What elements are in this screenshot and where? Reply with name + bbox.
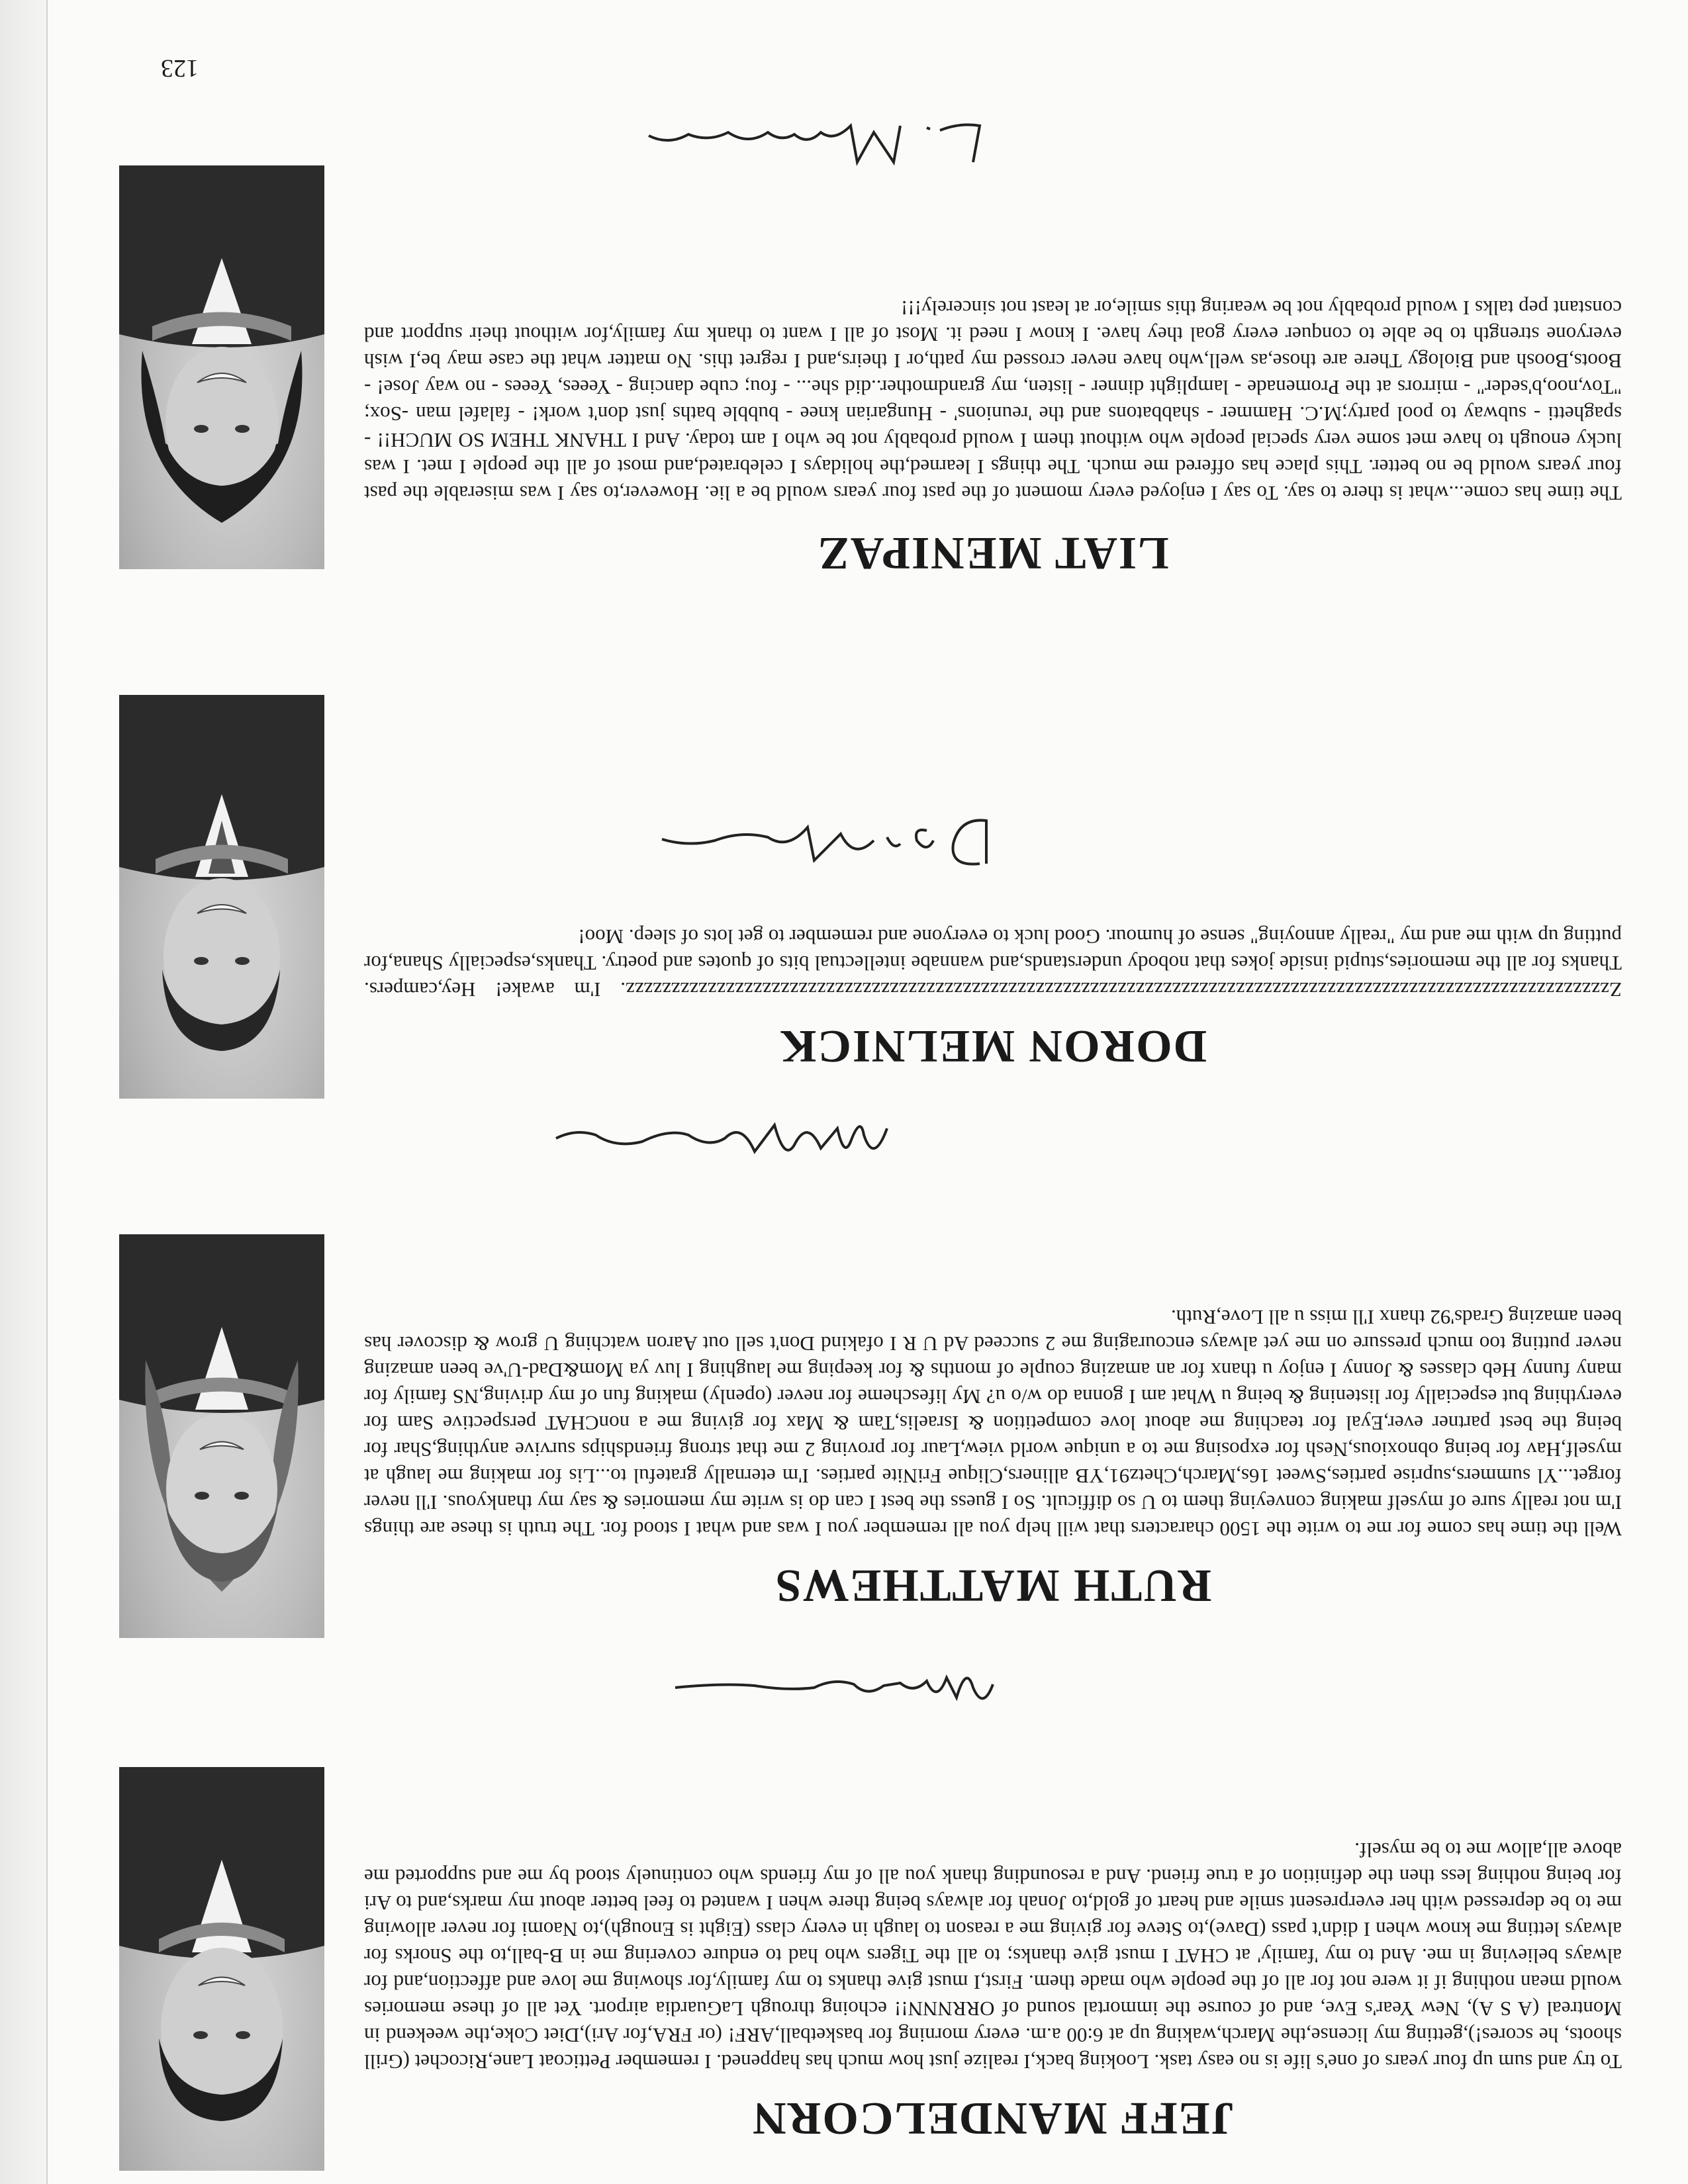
student-name: LIAT MENIPAZ <box>817 527 1169 578</box>
student-bio: The time has come...what is there to say. To say I enjoyed every moment of the past four years would be a lie. However,to say I was miserable the past four years would be no better. This place has offered me much. The things I learned,the holidays I celebrated,and most of all the people I met. I was lucky enough to have met some very special people who without them I would probably not be who I am today. And I THANK THEM SO MUCH!! -spaghetti - subway to pool party;M.C. Hammer - shabbatons and the 'reunions' - Hungarian knee - bubble baths just don't work! - falafel man -Sox; "Tov,noo,b'seder" - mirrors at the Promenade - lamplight dinner - listen, my grandmother..did she... - fou; cube dancing - Yeees, Yeees - no way Jose! - Boots,Boosh and Biology There are those,as well,who have never crossed my path,or I theirs,and I regret this. No matter what the case may be,I wish everyone strength to be able to conquer every goal they have. I know I need it. Most of all I want to thank my family,for without their support and constant pep talks I would probably not be wearing this smile,or at least not sincerely!!! <box>364 296 1622 505</box>
student-photo <box>119 695 324 1099</box>
student-photo <box>119 165 324 569</box>
scan-edge-line <box>46 0 48 2184</box>
student-name: DORON MELNICK <box>778 1021 1207 1071</box>
student-signature <box>635 1651 1006 1724</box>
student-bio: Well the time has come for me to write the 1500 characters that will help you all remember you I was and what I stood for. The truth is these are things I'm not really sure of myself making conveying them to U so difficult. So I guess the best I can do is write my memories & say my thankyous. I'll never forget...Yl summers,suprise parties,Sweet 16s,March,Chetz91,YB alliners,Clique FriNite parties. I'm eternally grateful to...Lis for making me laugh at myself,Hav for being obnoxious,Nesh for exposing me to a unique world view,Laur for proving 2 me that strong friendships survive anything,Shar for being the best partner ever,Eyal for teaching me about love competition & Israelis,Tam & Max for giving me a nonCHAT perspective Sam for everything but especially for listening & being u What am I gonna do w/o u? My lifescheme for never (openly) making fun of my driving,NS family for many funny Heb classes & Jonny I enjoy u thanx for an amazing couple of months & for keeping me laughing I luv ya Mom&Dad-U've been amazing never putting too much pressure on me yet always encouraging me 2 succeed Ad U R I ofakind Don't sell out Aaron watching U grow & discover has been amazing Grads'92 thanx I'll miss u all Love,Ruth. <box>364 1306 1622 1541</box>
student-signature <box>635 807 1006 880</box>
student-signature <box>536 1102 907 1175</box>
student-photo <box>119 1234 324 1638</box>
student-signature <box>629 109 1000 182</box>
page-number: 123 <box>161 54 199 82</box>
student-name: JEFF MANDELCORN <box>751 2093 1235 2144</box>
student-bio: To try and sum up four years of one's life is no easy task. Looking back,I realize just how much has happened. I remember Petticoat Lane,Ricochet (Grill shoots, he scores!),getting my license,the March,waking up at 6:00 a.m. every morning for basketball,ARF! (or FRA,for Ari),Diet Coke,the weekend in Montreal (A S A), New Year's Eve, and of course the immortal sound of ORRNNN!! echoing through LaGuardia airport. Yet all of these memories would mean nothing if it were not for all of the people who made them. First,I must give thanks to my family,for showing me love and affection,and for always believing in me. And to my 'family' at CHAT I must give thanks; to all the Tigers who had to endure covering me in B-ball,to the Snorks for always letting me know when I didn't pass (Dave),to Steve for giving me a reason to laugh in every class (Eight is Enough),to Naomi for never allowing me to be depressed with her everpresent smile and heart of gold,to Jonah for always being there when I wanted to feel better about my marks,and to Ari for being nothing less then the definition of a true friend. And a resounding thank you all of my friends who continuely stood by me and supported me above all,allow me to be myself. <box>364 1839 1622 2073</box>
student-bio: Zzzzzzzzzzzzzzzzzzzzzzzzzzzzzzzzzzzzzzzzzzzzzzzzzzzzzzzzzzzzzzzzzzzzzzzzzzzzzzzzzzzzzzzzzzzzzzzzzzzzzzzzzzzzz. I'm awake! Hey,campers. Thanks for all the memories,stupid inside jokes that nobody understands,and wannabe intellectual bits of quotes and poetry. Thanks,especially Shana,for putting up with me and my "really annoying" sense of humour. Good luck to everyone and remember to get lots of sleep. Moo! <box>364 925 1622 1001</box>
student-name: RUTH MATTHEWS <box>774 1560 1212 1611</box>
scan-edge <box>0 0 46 2184</box>
student-photo <box>119 1767 324 2171</box>
